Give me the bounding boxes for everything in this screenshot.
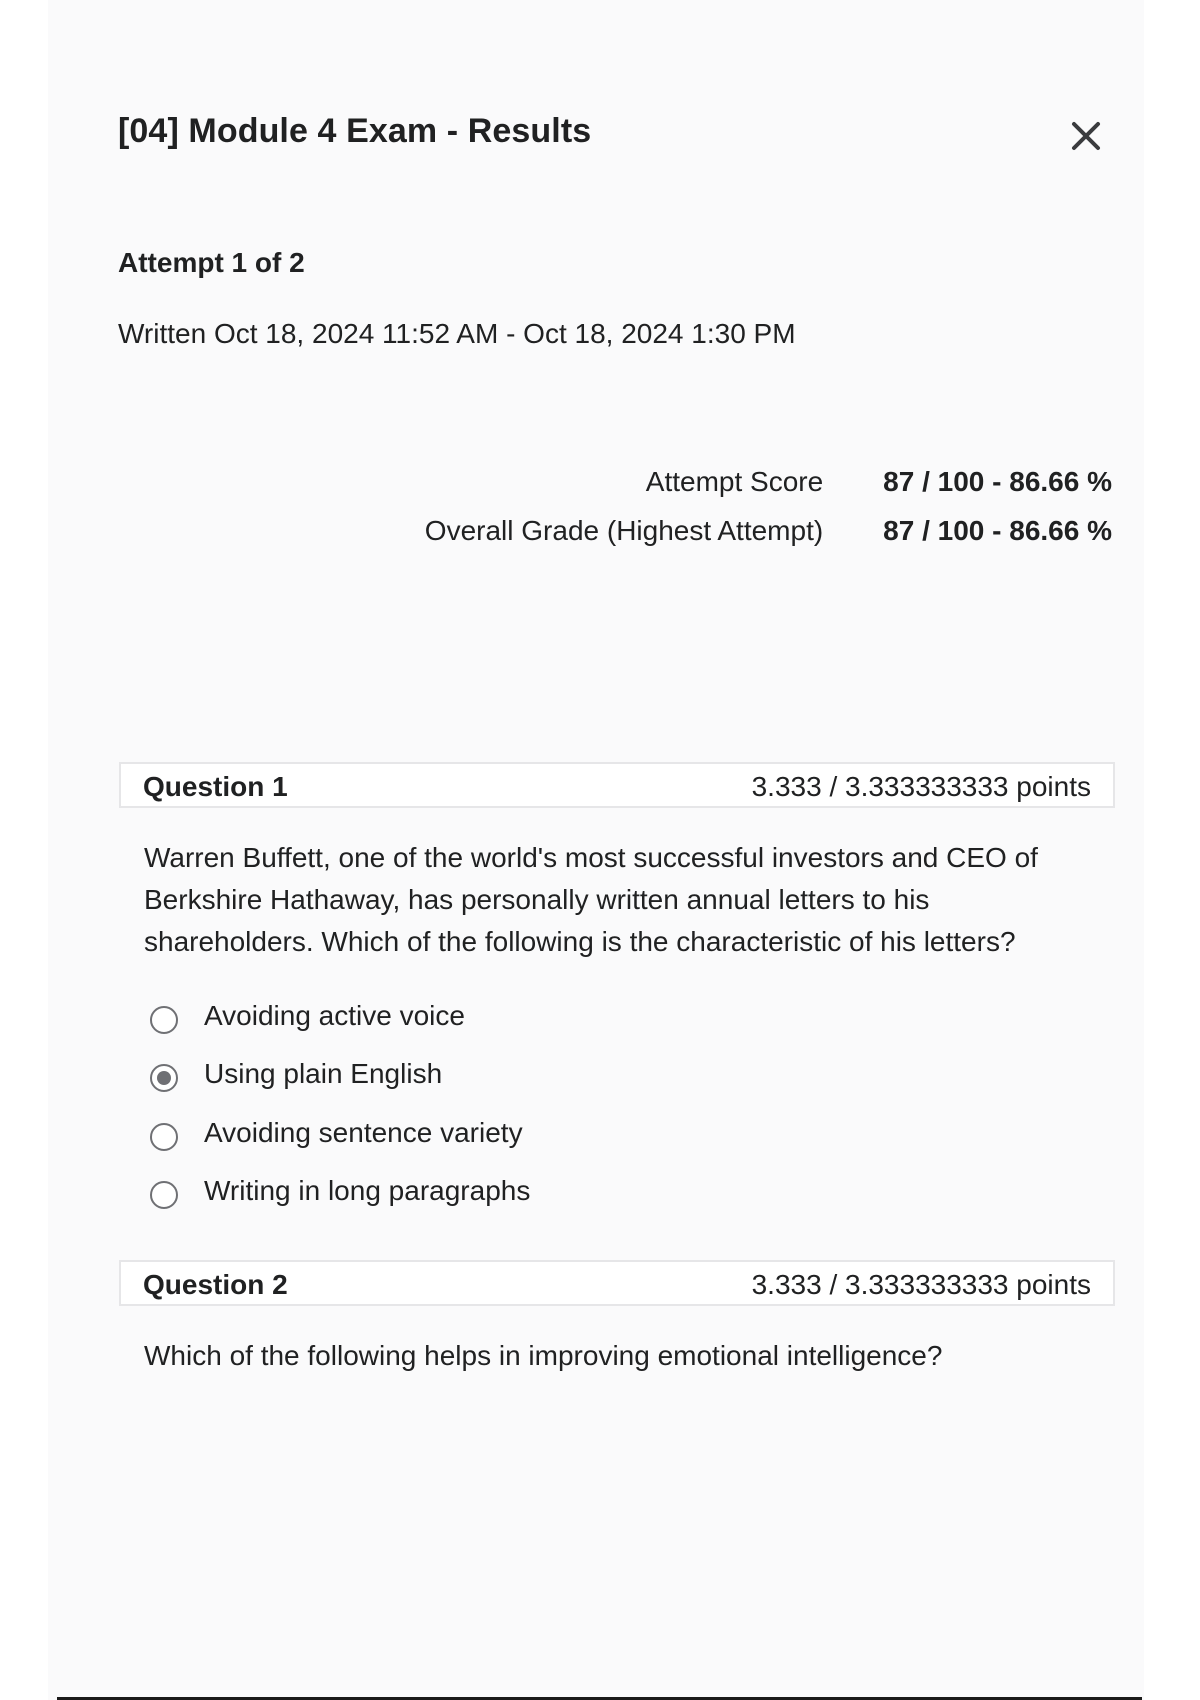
close-icon: [1068, 118, 1104, 154]
attempt-score-value: 87 / 100 - 86.66 %: [883, 466, 1112, 497]
overall-grade-label: Overall Grade (Highest Attempt): [424, 515, 824, 546]
question-2-title: Question 2: [143, 1269, 288, 1300]
option-label: Avoiding sentence variety: [204, 1117, 523, 1148]
score-summary: [425, 458, 1112, 556]
radio-button[interactable]: [150, 1181, 178, 1209]
radio-button-selected[interactable]: [150, 1064, 178, 1092]
option-label: Writing in long paragraphs: [204, 1175, 531, 1206]
question-1-points: 3.333 / 3.333333333 points: [751, 771, 1091, 802]
close-button[interactable]: [1068, 118, 1104, 154]
question-2-text: Which of the following helps in improving emotional intelligence?: [144, 1340, 943, 1371]
attempt-score-label: Attempt Score: [645, 466, 824, 497]
question-1-text: Warren Buffett, one of the world's most successful investors and CEO of Berkshire Hathaway, has personally written annual letters to his shareholders. Which of the following is the characteristic of his letters?: [144, 842, 1038, 957]
radio-button[interactable]: [150, 1006, 178, 1034]
option-label: Using plain English: [204, 1058, 443, 1089]
option-label: Avoiding active voice: [204, 1000, 465, 1031]
question-1-header: [119, 762, 1115, 808]
overall-grade-row: [425, 507, 1112, 556]
attempt-written-date: Written Oct 18, 2024 11:52 AM - Oct 18, 2024 1:30 PM: [118, 318, 796, 349]
page-title: [04] Module 4 Exam - Results: [118, 112, 592, 150]
question-2-header: [119, 1260, 1115, 1306]
question-2-points: 3.333 / 3.333333333 points: [751, 1269, 1091, 1300]
question-1-title: Question 1: [143, 771, 288, 802]
radio-button[interactable]: [150, 1123, 178, 1151]
overall-grade-value: 87 / 100 - 86.66 %: [883, 515, 1112, 546]
attempt-score-row: [425, 458, 1112, 507]
attempt-label: Attempt 1 of 2: [118, 247, 305, 278]
